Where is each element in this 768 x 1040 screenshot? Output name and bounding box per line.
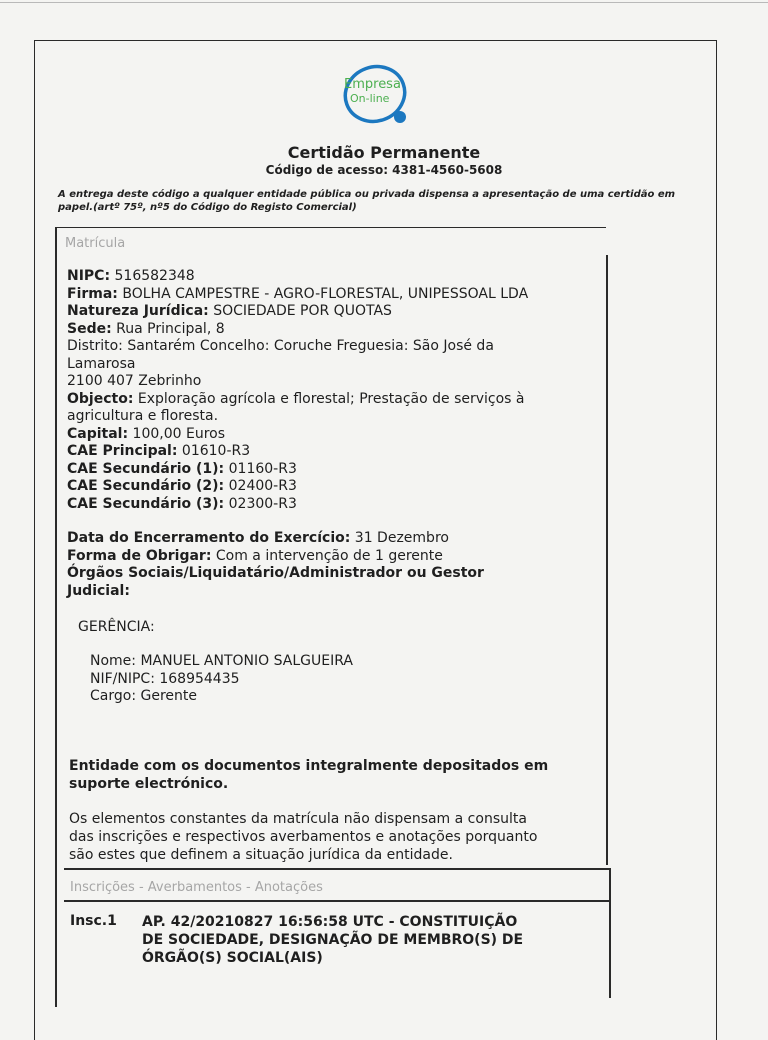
firma-row: Firma: BOLHA CAMPESTRE - AGRO-FLORESTAL, UNIPESSOAL LDA <box>67 285 529 302</box>
manager-details <box>90 653 353 706</box>
encerramento-row: Data do Encerramento do Exercício: 31 Dezembro <box>67 530 449 546</box>
inscricao-id: Insc.1 <box>70 913 117 929</box>
forma-obrigar-row: Forma de Obrigar: Com a intervenção de 1 gerente <box>67 547 443 564</box>
objecto-value-line1: Exploração agrícola e florestal; Prestação de serviços à <box>137 390 525 407</box>
cae-secundario-2-value: 02400-R3 <box>228 478 297 494</box>
natureza-value: SOCIEDADE POR QUOTAS <box>213 303 392 319</box>
objecto-value-line2: agricultura e floresta. <box>67 408 219 424</box>
gerencia-label: GERÊNCIA: <box>78 619 155 635</box>
natureza-row: Natureza Jurídica: SOCIEDADE POR QUOTAS <box>67 303 392 319</box>
sede-value: Rua Principal, 8 <box>116 320 225 337</box>
inscricoes-box-right <box>609 868 611 998</box>
access-code: Código de acesso: 4381-4560-5608 <box>265 163 503 177</box>
inscricao-description: AP. 42/20210827 16:56:58 UTC - CONSTITUIÇÃO DE SOCIEDADE, DESIGNAÇÃO DE MEMBRO(S) DE ÓRGÃO(S) SOCIAL(AIS) <box>142 914 524 966</box>
section-divider <box>64 900 610 902</box>
cae-principal-value: 01610-R3 <box>181 443 251 459</box>
distrito-line2: Lamarosa <box>67 355 136 372</box>
section-divider <box>64 868 610 870</box>
objecto-row: Objecto: Exploração agrícola e florestal; Prestação de serviços à <box>67 390 525 407</box>
cae-secundario-3-row: CAE Secundário (3): 02300-R3 <box>67 495 297 512</box>
cae-secundario-2-row: CAE Secundário (2): 02400-R3 <box>67 478 297 494</box>
scan-edge-line <box>0 2 768 3</box>
matricula-disclaimer: Os elementos constantes da matrícula não dispensam a consulta das inscrições e respectivos averbamentos e anotações porquanto são estes que definem a situação jurídica da entidade. <box>69 811 538 863</box>
manager-role: Cargo: Gerente <box>90 688 197 704</box>
matricula-box-left <box>55 227 57 1007</box>
logo-text-line1: Empresa <box>344 77 401 92</box>
encerramento-value: 31 Dezembro <box>354 530 449 546</box>
capital-value: 100,00 Euros <box>132 425 226 442</box>
electronic-deposit-notice: Entidade com os documentos integralmente depositados em suporte electrónico. <box>69 758 549 792</box>
inscricoes-section-label: Inscrições - Averbamentos - Anotações <box>70 880 323 895</box>
orgaos-sociais-heading: Órgãos Sociais/Liquidatário/Administrador ou Gestor <box>67 565 484 581</box>
nipc-value: 516582348 <box>114 268 195 284</box>
matricula-record <box>67 268 602 600</box>
distrito-line1: Distrito: Santarém Concelho: Coruche Freguesia: São José da <box>67 338 494 354</box>
cae-secundario-1-row: CAE Secundário (1): 01160-R3 <box>67 460 297 477</box>
globe-icon <box>394 111 406 123</box>
nipc-row: NIPC: 516582348 <box>67 268 195 284</box>
capital-row: Capital: 100,00 Euros <box>67 425 226 442</box>
cae-principal-row: CAE Principal: 01610-R3 <box>67 443 251 459</box>
manager-nif: NIF/NIPC: 168954435 <box>90 670 240 687</box>
document-title: Certidão Permanente <box>287 143 481 162</box>
logo-text-line2: On-line <box>350 92 390 105</box>
forma-obrigar-value: Com a intervenção de 1 gerente <box>215 547 443 564</box>
postal-address: 2100 407 Zebrinho <box>67 373 202 389</box>
matricula-box-top <box>55 227 606 228</box>
sede-row: Sede: Rua Principal, 8 <box>67 320 225 337</box>
empresa-online-logo <box>338 60 412 134</box>
cae-secundario-1-value: 01160-R3 <box>228 460 297 477</box>
firma-value: BOLHA CAMPESTRE - AGRO-FLORESTAL, UNIPESSOAL LDA <box>122 285 529 302</box>
orgaos-sociais-heading-line2: Judicial: <box>67 582 130 599</box>
manager-name: Nome: MANUEL ANTONIO SALGUEIRA <box>90 653 353 669</box>
delivery-notice: A entrega deste código a qualquer entidade pública ou privada dispensa a apresentação de uma certidão em papel.(artº 75º, nº5 do Código do Registo Comercial) <box>58 189 676 213</box>
matricula-section-label: Matrícula <box>65 236 126 251</box>
cae-secundario-3-value: 02300-R3 <box>228 495 297 512</box>
